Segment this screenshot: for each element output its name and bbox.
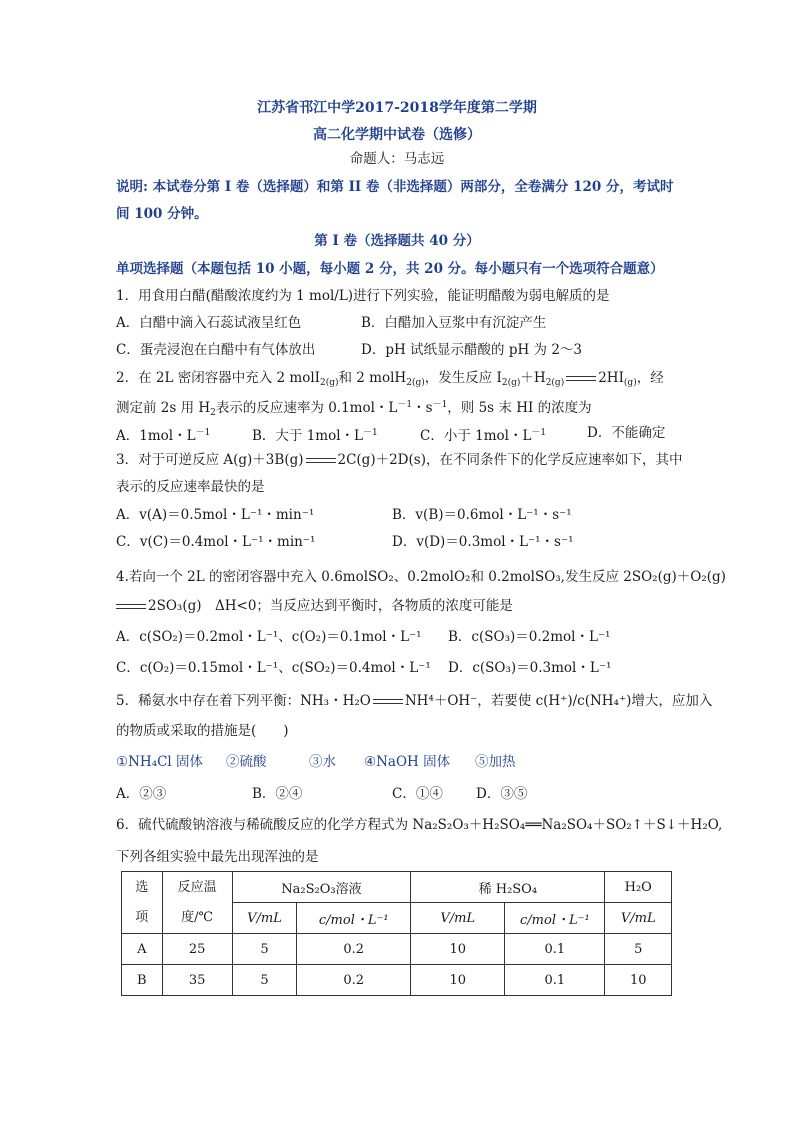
q6-stem-line1: 6．硫代硫酸钠溶液与稀硫酸反应的化学方程式为 Na₂S₂O₃＋H₂SO₄══Na₂SO₄＋SO₂↑＋S↓＋H₂O, xyxy=(116,817,723,833)
q4-option-d: D．c(SO₃)＝0.3mol・L⁻¹ xyxy=(448,660,612,676)
equilibrium-arrow-icon xyxy=(116,603,146,611)
table-cell: 5 xyxy=(232,934,297,965)
table-cell: 5 xyxy=(605,934,672,965)
equilibrium-arrow-icon xyxy=(566,375,596,383)
q2-state: (g) xyxy=(551,378,565,388)
q2-text-f: ，经 xyxy=(636,370,664,386)
q2-option-a xyxy=(116,424,210,445)
table-cell: 5 xyxy=(232,965,297,996)
q5-option-d: D．③⑤ xyxy=(476,786,528,802)
q5-stem-line2: 的物质或采取的措施是( ) xyxy=(116,723,289,739)
q2-option-c xyxy=(420,424,546,445)
q5-text-b: NH⁴＋OH⁻，若要使 c(H⁺)/c(NH₄⁺)增大，应加入 xyxy=(404,693,713,709)
q2-text-h: 表示的反应速率为 0.1mol・L xyxy=(215,400,398,416)
table-cell: B xyxy=(122,965,163,996)
q1-option-b: B．白醋加入豆浆中有沉淀产生 xyxy=(361,315,547,331)
exam-subtitle: 高二化学期中试卷（选修） xyxy=(313,127,481,143)
subheader-text: c/mol・L⁻¹ xyxy=(318,912,389,928)
table-cell: 0.2 xyxy=(297,965,411,996)
q2-sub: 2 xyxy=(545,378,552,388)
subheader-text: V/mL xyxy=(247,910,282,926)
q5-choice-1: ①NH₄Cl 固体 xyxy=(116,754,204,770)
subheader-text: c/mol・L⁻¹ xyxy=(520,912,590,928)
equilibrium-arrow-icon xyxy=(373,698,403,706)
q5-choice-3: ③水 xyxy=(309,754,336,770)
section-title: 第 I 卷（选择题共 40 分） xyxy=(314,233,480,249)
table-cell: 35 xyxy=(162,965,232,996)
q2-c-text: C．小于 1mol・L xyxy=(420,428,532,444)
header-h2so4: 稀 H₂SO₄ xyxy=(411,872,605,903)
q2-sup: －1 xyxy=(531,428,547,438)
q3-text-b: 2C(g)＋2D(s)，在不同条件下的化学反应速率如下，其中 xyxy=(337,452,683,468)
q3-option-d: D．v(D)＝0.3mol・L⁻¹・s⁻¹ xyxy=(392,534,574,550)
subheader-conc xyxy=(297,903,411,934)
section-heading: 单项选择题（本题包括 10 小题，每小题 2 分，共 20 分。每小题只有一个选项符合题意） xyxy=(116,261,664,277)
q2-b-text: B．大于 1mol・L xyxy=(252,428,364,444)
header-text: 度/℃ xyxy=(181,909,214,925)
subheader-conc xyxy=(505,903,605,934)
table-cell: 0.2 xyxy=(297,934,411,965)
table-cell: 0.1 xyxy=(505,934,605,965)
experiment-table xyxy=(121,871,672,996)
q2-sup: －1 xyxy=(432,400,448,410)
q2-state: (g) xyxy=(325,378,339,388)
q2-sub: 2 xyxy=(319,378,326,388)
header-option xyxy=(122,872,163,934)
table-cell: 10 xyxy=(411,934,505,965)
q5-choice-5: ⑤加热 xyxy=(475,754,516,770)
q1-option-a: A．白醋中滴入石蕊试液呈红色 xyxy=(116,315,302,331)
q3-option-a: A．v(A)＝0.5mol・L⁻¹・min⁻¹ xyxy=(116,507,315,523)
q3-option-b: B．v(B)＝0.6mol・L⁻¹・s⁻¹ xyxy=(392,507,572,523)
subheader-volume xyxy=(232,903,297,934)
q3-text-a: 3．对于可逆反应 A(g)＋3B(g) xyxy=(116,452,304,468)
q2-a-text: A．1mol・L xyxy=(116,428,196,444)
q2-option-d: D．不能确定 xyxy=(587,425,666,441)
header-temperature xyxy=(162,872,232,934)
q2-state: (g) xyxy=(411,378,425,388)
q5-option-b: B．②④ xyxy=(252,786,303,802)
q5-choice-2: ②硫酸 xyxy=(226,754,267,770)
q2-stem-line2 xyxy=(116,396,592,422)
q5-text-a: 5．稀氨水中存在着下列平衡：NH₃・H₂O xyxy=(116,693,371,709)
q2-sup: －1 xyxy=(195,428,211,438)
header-text: 项 xyxy=(135,909,149,925)
q2-text-e: 2HI xyxy=(598,370,624,386)
q4-text: 2SO₃(g) ΔH<0；当反应达到平衡时，各物质的浓度可能是 xyxy=(148,598,513,614)
q5-stem-line1 xyxy=(116,692,712,710)
exam-title: 江苏省邗江中学2017-2018学年度第二学期 xyxy=(257,100,537,116)
q5-option-c: C．①④ xyxy=(392,786,443,802)
table-row xyxy=(122,965,672,996)
table-cell: A xyxy=(122,934,163,965)
q2-text-b: 和 2 molH xyxy=(338,370,407,386)
q4-stem-line2 xyxy=(116,597,513,615)
q2-state: (g) xyxy=(623,378,637,388)
exam-author: 命题人：马志远 xyxy=(349,151,445,167)
q2-text-d: ＋H xyxy=(520,370,546,386)
q3-option-c: C．v(C)＝0.4mol・L⁻¹・min⁻¹ xyxy=(116,534,316,550)
q2-state: (g) xyxy=(507,378,521,388)
table-header-row xyxy=(122,872,672,903)
subheader-text: V/mL xyxy=(440,910,476,926)
table-cell: 0.1 xyxy=(505,965,605,996)
header-text: 反应温 xyxy=(177,879,217,895)
q2-sub: 2 xyxy=(210,408,216,418)
table-row xyxy=(122,934,672,965)
instructions-line1: 说明: 本试卷分第 I 卷（选择题）和第 II 卷（非选择题）两部分，全卷满分 120 分，考试时 xyxy=(116,179,674,195)
q2-sup: －1 xyxy=(397,400,413,410)
header-water: H₂O xyxy=(605,872,672,903)
q5-choice-4: ④NaOH 固体 xyxy=(364,754,451,770)
equilibrium-arrow-icon xyxy=(306,457,336,465)
subheader-text: V/mL xyxy=(620,910,656,926)
q2-option-b xyxy=(252,424,378,445)
q2-sub: 2 xyxy=(501,378,508,388)
q4-option-a: A．c(SO₂)＝0.2mol・L⁻¹、c(O₂)＝0.1mol・L⁻¹ xyxy=(116,629,422,645)
header-text: 选 xyxy=(135,879,149,895)
q2-sub: 2 xyxy=(406,378,412,388)
q1-option-d: D．pH 试纸显示醋酸的 pH 为 2～3 xyxy=(361,342,582,358)
q3-stem-line2: 表示的反应速率最快的是 xyxy=(116,479,265,495)
table-cell: 10 xyxy=(605,965,672,996)
q2-text-g: 测定前 2s 用 H xyxy=(116,400,211,416)
q1-option-c: C．蛋壳浸泡在白醋中有气体放出 xyxy=(116,342,316,358)
q2-text-c: ，发生反应 I xyxy=(424,370,502,386)
q6-stem-line2: 下列各组实验中最先出现浑浊的是 xyxy=(116,849,319,865)
q1-stem: 1．用食用白醋(醋酸浓度约为 1 mol/L)进行下列实验，能证明醋酸为弱电解质的是 xyxy=(116,288,610,304)
q2-text-i: ・s xyxy=(412,400,433,416)
subheader-volume xyxy=(605,903,672,934)
q2-text-j: ，则 5s 末 HI 的浓度为 xyxy=(447,400,592,416)
q5-option-a: A．②③ xyxy=(116,786,167,802)
q4-option-c: C．c(O₂)＝0.15mol・L⁻¹、c(SO₂)＝0.4mol・L⁻¹ xyxy=(116,660,431,676)
header-na2s2o3: Na₂S₂O₃溶液 xyxy=(232,872,411,903)
q2-sup: －1 xyxy=(363,428,378,438)
instructions-line2: 间 100 分钟。 xyxy=(116,206,208,222)
q2-stem-line1 xyxy=(116,369,664,392)
q4-option-b: B．c(SO₃)＝0.2mol・L⁻¹ xyxy=(448,629,611,645)
subheader-volume xyxy=(411,903,505,934)
table-cell: 25 xyxy=(162,934,232,965)
q2-text-a: 2．在 2L 密闭容器中充入 2 molI xyxy=(116,370,320,386)
q4-stem-line1: 4.若向一个 2L 的密闭容器中充入 0.6molSO₂、0.2molO₂和 0.2molSO₃,发生反应 2SO₂(g)＋O₂(g) xyxy=(116,569,726,585)
table-cell: 10 xyxy=(411,965,505,996)
q3-stem-line1 xyxy=(116,451,682,469)
